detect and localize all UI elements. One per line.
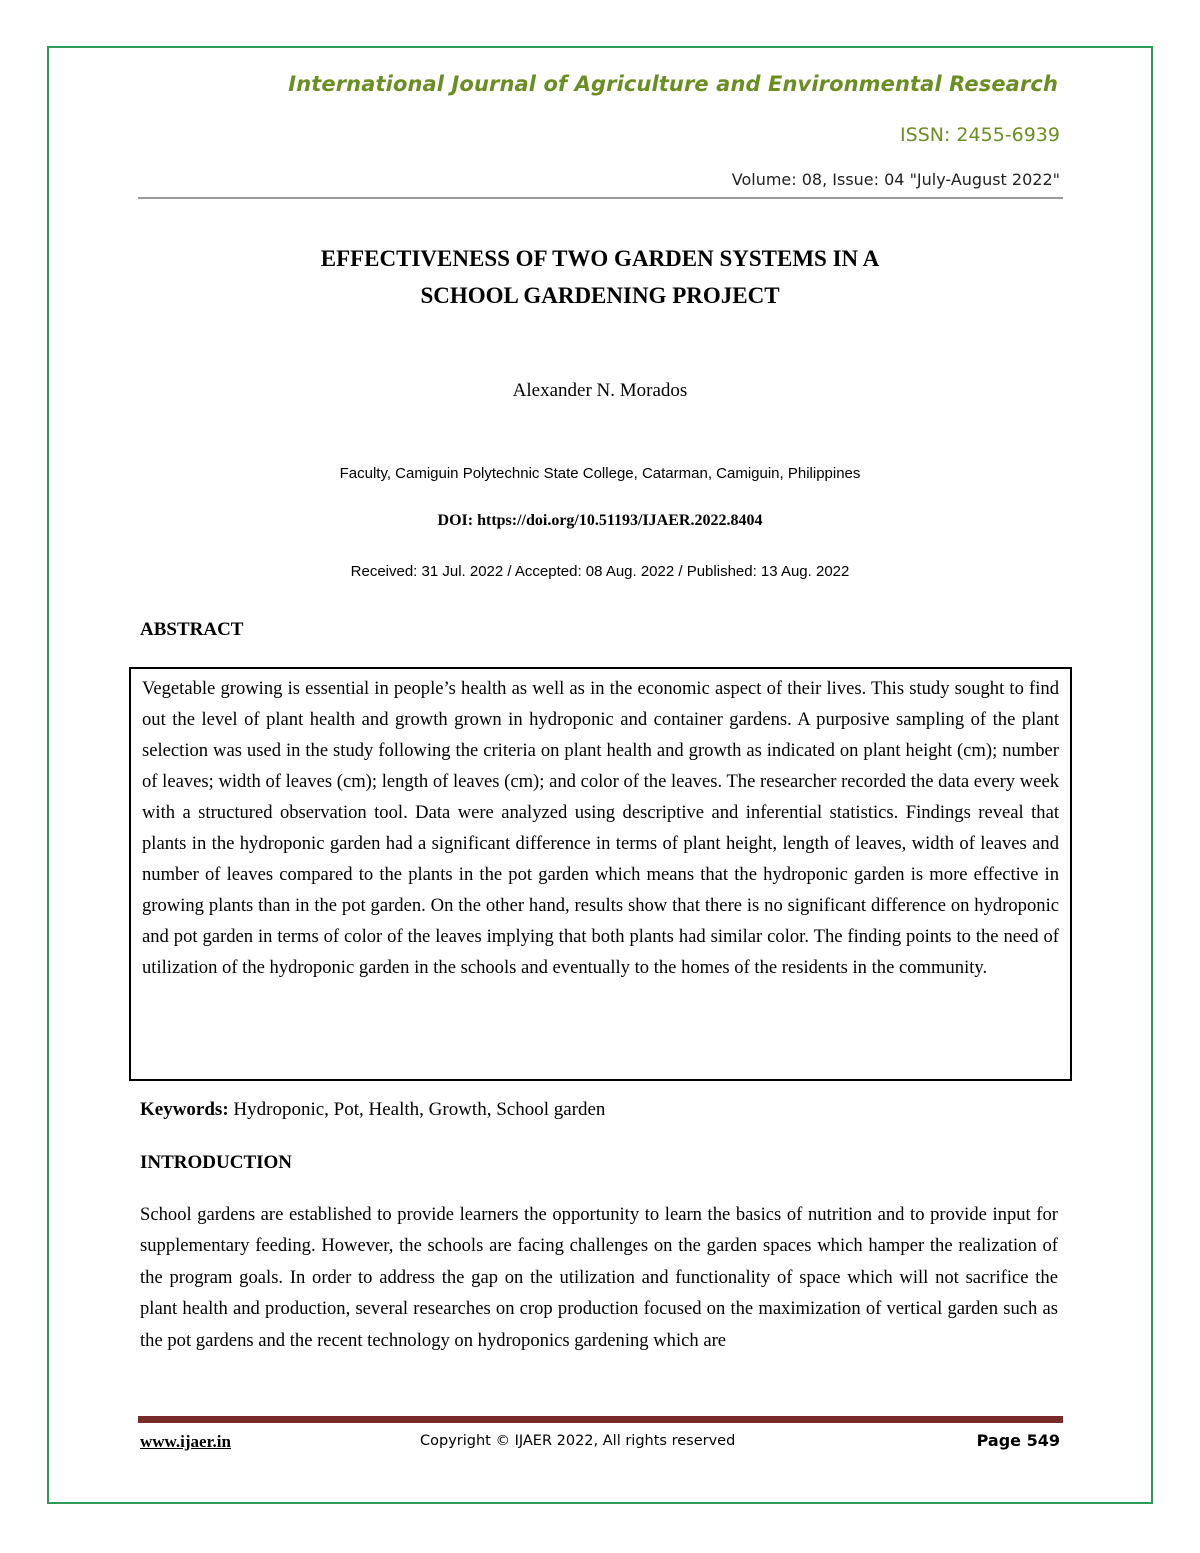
keywords-value: Hydroponic, Pot, Health, Growth, School garden bbox=[233, 1099, 606, 1120]
volume-issue: Volume: 08, Issue: 04 "July-August 2022" bbox=[731, 170, 1060, 189]
affiliation: Faculty, Camiguin Polytechnic State College, Catarman, Camiguin, Philippines bbox=[339, 465, 861, 482]
introduction-heading: INTRODUCTION bbox=[140, 1152, 293, 1173]
abstract-text: Vegetable growing is essential in people’s health as well as in the economic aspect of their lives. This study sought to find out the level of plant health and growth grown in hydroponic and container gardens. A purposive sampling of the plant selection was used in the study following the criteria on plant health and growth as indicated on plant height (cm); number of leaves; width of leaves (cm); length of leaves (cm); and color of the leaves. The researcher recorded the data every week with a structured observation tool. Data were analyzed using descriptive and inferential statistics. Findings reveal that plants in the hydroponic garden had a significant difference in terms of plant height, length of leaves, width of leaves and number of leaves compared to the plants in the pot garden which means that the hydroponic garden is more effective in growing plants than in the pot garden. On the other hand, results show that there is no significant difference on hydroponic and pot garden in terms of color of the leaves implying that both plants had similar color. The finding points to the need of utilization of the hydroponic garden in the schools and eventually to the homes of the residents in the community. bbox=[142, 678, 1059, 978]
article-title-line-2: SCHOOL GARDENING PROJECT bbox=[420, 283, 780, 308]
publication-dates: Received: 31 Jul. 2022 / Accepted: 08 Aug. 2022 / Published: 13 Aug. 2022 bbox=[350, 563, 850, 580]
footer-divider bbox=[138, 1416, 1063, 1423]
header-divider bbox=[138, 197, 1063, 199]
page-number: Page 549 bbox=[976, 1431, 1060, 1450]
article-title bbox=[140, 240, 1060, 314]
keywords-label: Keywords: bbox=[140, 1099, 229, 1120]
doi[interactable]: DOI: https://doi.org/10.51193/IJAER.2022.8404 bbox=[437, 512, 763, 529]
introduction-text: School gardens are established to provide learners the opportunity to learn the basics of nutrition and to provide input for supplementary feeding. However, the schools are facing challenges on the garden spaces which hamper the realization of the program goals. In order to address the gap on the utilization and functionality of space which will not sacrifice the plant health and production, several researches on crop production focused on the maximization of vertical garden such as the pot gardens and the recent technology on hydroponics gardening which are bbox=[140, 1204, 1058, 1351]
journal-title: International Journal of Agriculture and Environmental Research bbox=[288, 72, 1058, 96]
abstract-heading: ABSTRACT bbox=[140, 619, 244, 640]
footer-copyright: Copyright © IJAER 2022, All rights reserved bbox=[420, 1433, 736, 1449]
issn: ISSN: 2455-6939 bbox=[900, 124, 1060, 146]
abstract-box bbox=[129, 667, 1072, 1081]
article-title-line-1: EFFECTIVENESS OF TWO GARDEN SYSTEMS IN A bbox=[320, 246, 880, 271]
author: Alexander N. Morados bbox=[512, 380, 688, 401]
keywords bbox=[140, 1099, 1060, 1121]
footer-website-link[interactable]: www.ijaer.in bbox=[140, 1432, 231, 1451]
